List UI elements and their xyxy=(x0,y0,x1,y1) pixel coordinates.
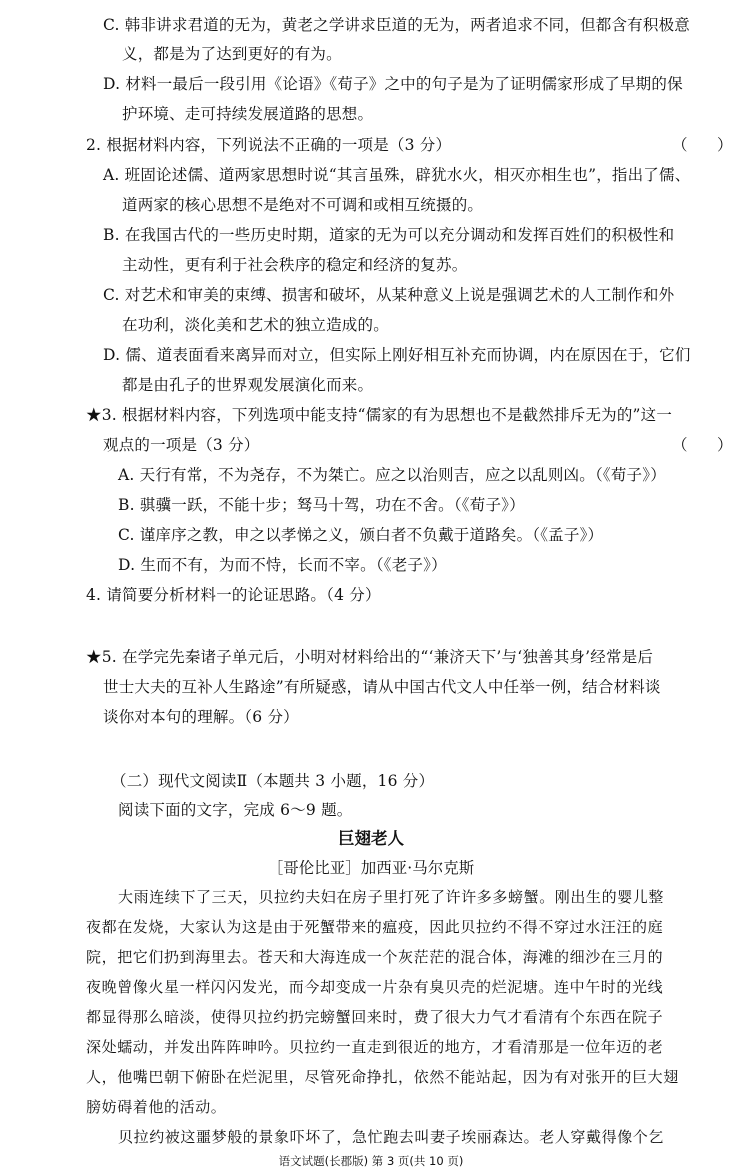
story-paragraph-1-line-2: 夜都在发烧，大家认为这是由于死蟹带来的瘟疫，因此贝拉约不得不穿过水汪汪的庭 xyxy=(86,918,664,936)
section-2-heading: （二）现代文阅读Ⅱ（本题共 3 小题，16 分） xyxy=(111,772,435,790)
option-c-line-2: 义，都是为了达到更好的有为。 xyxy=(122,45,342,63)
q2-option-a-line-1: A. 班固论述儒、道两家思想时说“其言虽殊，辟犹水火，相灭亦相生也”，指出了儒、 xyxy=(103,166,691,184)
q2-option-b-line-1: B. 在我国古代的一些历史时期，道家的无为可以充分调动和发挥百姓们的积极性和 xyxy=(103,226,675,244)
option-c-line-1: C. 韩非讲求君道的无为，黄老之学讲求臣道的无为，两者追求不同，但都含有积极意 xyxy=(103,16,690,34)
question-4-stem: 4. 请简要分析材料一的论证思路。（4 分） xyxy=(86,586,381,604)
option-d-line-1: D. 材料一最后一段引用《论语》《荀子》之中的句子是为了证明儒家形成了早期的保 xyxy=(103,75,683,93)
question-5-stem-line-3: 谈你对本句的理解。（6 分） xyxy=(103,708,299,726)
option-d-line-2: 护环境、走可持续发展道路的思想。 xyxy=(122,105,374,123)
q2-option-c-line-1: C. 对艺术和审美的束缚、损害和破坏，从某种意义上说是强调艺术的人工制作和外 xyxy=(103,286,675,304)
question-3-stem-line-2: 观点的一项是（3 分） xyxy=(103,436,260,454)
q2-option-a-line-2: 道两家的核心思想不是绝对不可调和或相互统摄的。 xyxy=(122,196,484,214)
q2-option-c-line-2: 在功利，淡化美和艺术的独立造成的。 xyxy=(122,316,389,334)
story-paragraph-2-line-1: 贝拉约被这噩梦般的景象吓坏了，急忙跑去叫妻子埃丽森达。老人穿戴得像个乞 xyxy=(118,1128,665,1146)
question-5-stem-line-2: 世士大夫的互补人生路途”有所疑惑，请从中国古代文人中任举一例，结合材料谈 xyxy=(103,678,661,696)
q2-option-d-line-2: 都是由孔子的世界观发展演化而来。 xyxy=(122,376,374,394)
story-title: 巨翅老人 xyxy=(338,829,404,848)
story-paragraph-1-line-3: 院，把它们扔到海里去。苍天和大海连成一个灰茫茫的混合体，海滩的细沙在三月的 xyxy=(86,948,664,966)
question-2-answer-blank: （ ） xyxy=(672,136,733,154)
page-footer: 语文试题(长郡版) 第 3 页(共 10 页) xyxy=(278,1154,464,1168)
question-3-answer-blank: （ ） xyxy=(672,436,733,454)
story-paragraph-1-line-4: 夜晚曾像火星一样闪闪发光，而今却变成一片杂有臭贝壳的烂泥塘。连中午时的光线 xyxy=(86,978,664,996)
q2-option-d-line-1: D. 儒、道表面看来离异而对立，但实际上刚好相互补充而协调，内在原因在于，它们 xyxy=(103,346,691,364)
q3-option-b: B. 骐骥一跃，不能十步；驽马十驾，功在不舍。（《荀子》） xyxy=(118,496,525,514)
question-5-stem-line-1: ★5. 在学完先秦诸子单元后，小明对材料给出的“‘兼济天下’与‘独善其身’经常是后 xyxy=(86,648,654,666)
story-author: ［哥伦比亚］加西亚·马尔克斯 xyxy=(267,859,475,877)
story-paragraph-1-line-5: 都显得那么暗淡，使得贝拉约扔完螃蟹回来时，费了很大力气才看清有个东西在院子 xyxy=(86,1008,664,1026)
question-2-stem: 2. 根据材料内容，下列说法不正确的一项是（3 分） xyxy=(86,136,452,154)
story-paragraph-1-line-6: 深处蠕动，并发出阵阵呻吟。贝拉约一直走到很近的地方，才看清那是一位年迈的老 xyxy=(86,1038,664,1056)
question-3-stem-line-1: ★3. 根据材料内容，下列选项中能支持“儒家的有为思想也不是截然排斥无为的”这一 xyxy=(86,406,673,424)
story-paragraph-1-line-7: 人，他嘴巴朝下俯卧在烂泥里，尽管死命挣扎，依然不能站起，因为有对张开的巨大翅 xyxy=(86,1068,679,1086)
q2-option-b-line-2: 主动性，更有利于社会秩序的稳定和经济的复苏。 xyxy=(122,256,468,274)
section-2-instructions: 阅读下面的文字，完成 6～9 题。 xyxy=(118,801,353,819)
q3-option-d: D. 生而不有，为而不恃，长而不宰。（《老子》） xyxy=(118,556,447,574)
story-paragraph-1-line-1: 大雨连续下了三天，贝拉约夫妇在房子里打死了许许多多螃蟹。刚出生的婴儿整 xyxy=(118,888,665,906)
q3-option-a: A. 天行有常，不为尧存，不为桀亡。应之以治则吉，应之以乱则凶。（《荀子》） xyxy=(118,466,666,484)
story-paragraph-1-line-8: 膀妨碍着他的活动。 xyxy=(86,1098,227,1116)
q3-option-c: C. 谨庠序之教，申之以孝悌之义，颁白者不负戴于道路矣。（《孟子》） xyxy=(118,526,604,544)
